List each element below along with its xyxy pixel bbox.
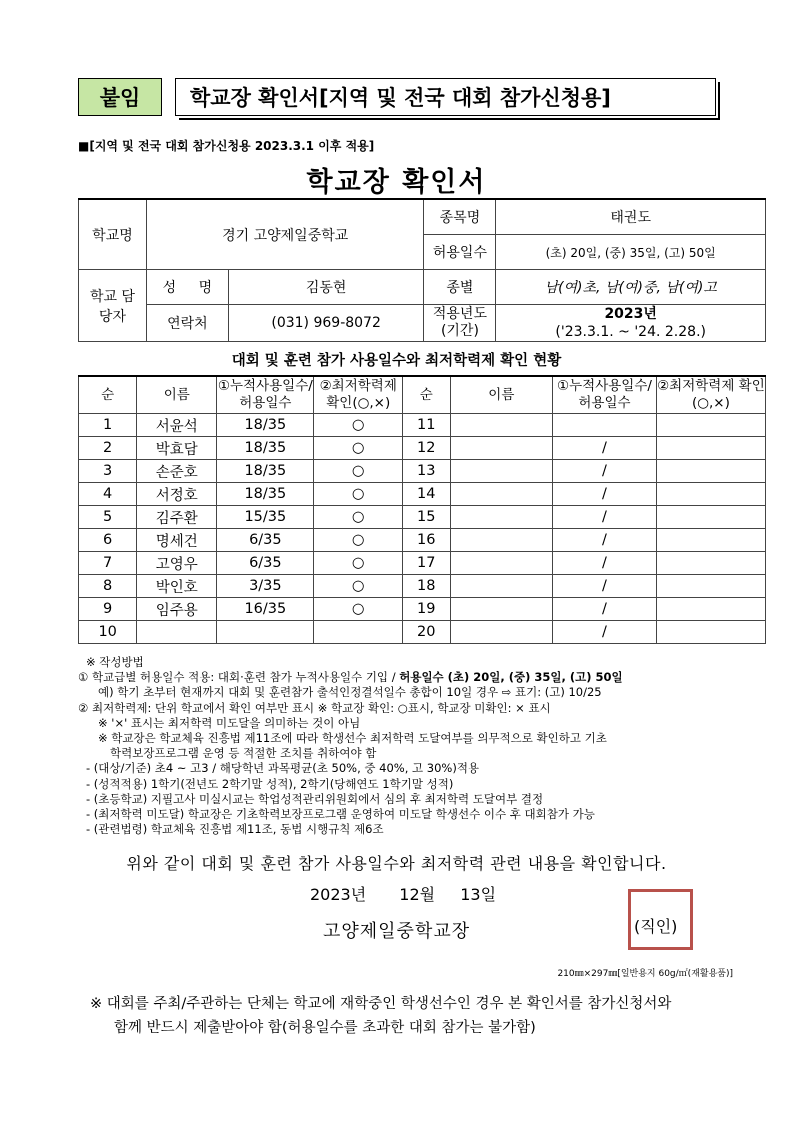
document-title: 학교장 확인서[지역 및 전국 대회 참가신청용]: [175, 78, 716, 116]
row-academic: ○: [314, 552, 403, 575]
table-row: [79, 575, 766, 598]
row-name: [450, 506, 553, 529]
row-no: 18: [403, 575, 451, 598]
row-no: 16: [403, 529, 451, 552]
name-value: 김동현: [228, 270, 424, 305]
row-academic: [656, 598, 765, 621]
bottom-note-line-1: ※ 대회를 주최/주관하는 단체는 학교에 재학중인 학생선수인 경우 본 확인서를 참가신청서와: [90, 996, 672, 1012]
row-no: 7: [79, 552, 137, 575]
row-name: [450, 437, 553, 460]
row-name: 박효담: [137, 437, 217, 460]
row-no: 20: [403, 621, 451, 644]
year-period: ('23.3.1. ~ '24. 2.28.): [555, 324, 706, 340]
note-7: - (초등학교) 지필고사 미실시교는 학업성적관리위원회에서 심의 후 최저학력 도달여부 결정: [86, 791, 544, 806]
row-days: /: [553, 598, 657, 621]
row-days: /: [553, 437, 657, 460]
table-row: [79, 460, 766, 483]
row-academic: ○: [314, 506, 403, 529]
manager-label: 학교 담당자: [79, 270, 147, 342]
row-academic: [656, 552, 765, 575]
writing-notes: [78, 655, 768, 837]
row-days: 6/35: [217, 529, 314, 552]
apply-note: ■[지역 및 전국 대회 참가신청용 2023.3.1 이후 적용]: [78, 139, 375, 153]
row-academic: [656, 621, 765, 644]
row-days: /: [553, 621, 657, 644]
issue-date: [310, 882, 496, 905]
header-no: 순: [403, 376, 451, 414]
row-academic: [656, 483, 765, 506]
row-name: 서정호: [137, 483, 217, 506]
row-days: /: [553, 529, 657, 552]
year-value: 2023년: [604, 306, 657, 322]
row-days: [553, 414, 657, 437]
school-label: 학교명: [79, 199, 147, 270]
row-name: [450, 414, 553, 437]
row-no: 11: [403, 414, 451, 437]
notes-heading: ※ 작성방법: [86, 655, 144, 669]
row-days: /: [553, 506, 657, 529]
row-academic: ○: [314, 437, 403, 460]
note-9: - (관련법령) 학교체육 진흥법 제11조, 동법 시행규칙 제6조: [86, 822, 384, 837]
row-no: 3: [79, 460, 137, 483]
row-academic: ○: [314, 483, 403, 506]
category-value: 남(여)초, 남(여)중, 남(여)고: [496, 270, 766, 305]
note-1: [78, 670, 768, 685]
date-day: 13일: [460, 885, 497, 904]
confirm-text: 위와 같이 대회 및 훈련 참가 사용일수와 최저학력 관련 내용을 확인합니다.: [126, 854, 667, 873]
row-days: 18/35: [217, 460, 314, 483]
row-no: 1: [79, 414, 137, 437]
row-days: /: [553, 483, 657, 506]
bottom-note-line-2: 함께 반드시 제출받아야 함(허용일수를 초과한 대회 참가는 불가함): [114, 1020, 536, 1036]
note-1-text: ① 학교급별 허용일수 적용: 대회·훈련 참가 누적사용일수 기입 /: [78, 670, 400, 685]
table-row: [79, 598, 766, 621]
note-1-bold: 허용일수 (초) 20일, (중) 35일, (고) 50일: [399, 670, 623, 685]
contact-label: 연락처: [146, 305, 228, 342]
note-5: - (대상/기준) 초4 ~ 고3 / 해당학년 과목평균(초 50%, 중 40%, 고 30%)적용: [86, 761, 480, 776]
table-row: [79, 506, 766, 529]
header-name: 이름: [450, 376, 553, 414]
row-days: /: [553, 460, 657, 483]
row-days: 3/35: [217, 575, 314, 598]
table-row: [79, 621, 766, 644]
row-name: 서윤석: [137, 414, 217, 437]
date-month: 12월: [399, 885, 436, 904]
header-name: 이름: [137, 376, 217, 414]
page-title: 학교장 확인서: [306, 167, 487, 198]
table-row: [79, 529, 766, 552]
row-name: [450, 552, 553, 575]
roster-table: [78, 375, 766, 644]
row-name: [450, 598, 553, 621]
note-8: - (최저학력 미도달) 학교장은 기초학력보장프로그램 운영하여 미도달 학생선수 이수 후 대회참가 가능: [86, 807, 595, 822]
row-name: 김주환: [137, 506, 217, 529]
year-label: 적용년도 (기간): [424, 305, 496, 342]
row-days: /: [553, 575, 657, 598]
row-days: /: [553, 552, 657, 575]
row-academic: ○: [314, 598, 403, 621]
row-no: 4: [79, 483, 137, 506]
school-head: 고양제일중학교장: [323, 921, 471, 942]
row-academic: ○: [314, 529, 403, 552]
row-no: 19: [403, 598, 451, 621]
table-row: [79, 437, 766, 460]
note-4-cont: 학력보장프로그램 운영 등 적절한 조치를 취하여야 함: [110, 746, 377, 761]
attachment-tag: 붙임: [78, 78, 162, 116]
row-name: 명세건: [137, 529, 217, 552]
row-no: 13: [403, 460, 451, 483]
days-value: (초) 20일, (중) 35일, (고) 50일: [496, 235, 766, 270]
row-name: 고영우: [137, 552, 217, 575]
name-label: 성 명: [146, 270, 228, 305]
row-academic: [656, 575, 765, 598]
header-days: ①누적사용일수/허용일수: [217, 376, 314, 414]
row-no: 14: [403, 483, 451, 506]
school-value: 경기 고양제일중학교: [146, 199, 424, 270]
info-table: [78, 198, 766, 342]
row-academic: ○: [314, 575, 403, 598]
header-academic: ②최저학력제 확인(○,×): [656, 376, 765, 414]
row-days: 18/35: [217, 437, 314, 460]
row-no: 17: [403, 552, 451, 575]
note-3: ※ '×' 표시는 최저학력 미도달을 의미하는 것이 아님: [98, 715, 361, 730]
category-label: 종별: [424, 270, 496, 305]
row-no: 15: [403, 506, 451, 529]
row-academic: ○: [314, 414, 403, 437]
row-no: 12: [403, 437, 451, 460]
table-row: [79, 483, 766, 506]
header-academic: ②최저학력제 확인(○,×): [314, 376, 403, 414]
row-days: [217, 621, 314, 644]
row-academic: [314, 621, 403, 644]
row-no: 10: [79, 621, 137, 644]
row-name: [450, 621, 553, 644]
row-academic: ○: [314, 460, 403, 483]
row-no: 8: [79, 575, 137, 598]
row-name: [450, 575, 553, 598]
paper-spec: 210㎜×297㎜[일반용지 60g/㎡(재활용품)]: [557, 969, 733, 979]
event-value: 태권도: [496, 199, 766, 235]
note-1-example: 예) 학기 초부터 현재까지 대회 및 훈련참가 출석인정결석일수 총합이 10일 경우 ⇨ 표기: (고) 10/25: [98, 685, 602, 700]
row-days: 16/35: [217, 598, 314, 621]
row-no: 6: [79, 529, 137, 552]
contact-value: (031) 969-8072: [228, 305, 424, 342]
row-days: 18/35: [217, 414, 314, 437]
table-row: [79, 552, 766, 575]
row-academic: [656, 529, 765, 552]
seal-label: (직인): [634, 914, 677, 937]
row-days: 18/35: [217, 483, 314, 506]
row-name: [450, 529, 553, 552]
row-name: 박인호: [137, 575, 217, 598]
row-name: [450, 460, 553, 483]
days-label: 허용일수: [424, 235, 496, 270]
row-name: 손준호: [137, 460, 217, 483]
note-6: - (성적적용) 1학기(전년도 2학기말 성적), 2학기(당해연도 1학기말 성적): [86, 776, 454, 791]
year-cell: [496, 305, 766, 342]
row-name: [137, 621, 217, 644]
row-no: 2: [79, 437, 137, 460]
bottom-note: [90, 992, 671, 1040]
row-academic: [656, 460, 765, 483]
header-days: ①누적사용일수/허용일수: [553, 376, 657, 414]
event-label: 종목명: [424, 199, 496, 235]
row-name: [450, 483, 553, 506]
row-days: 15/35: [217, 506, 314, 529]
note-2: ② 최저학력제: 단위 학교에서 확인 여부만 표시 ※ 학교장 확인: ○표시, 학교장 미확인: × 표시: [78, 700, 551, 715]
header-no: 순: [79, 376, 137, 414]
note-4: ※ 학교장은 학교체육 진흥법 제11조에 따라 학생선수 최저학력 도달여부를 의무적으로 확인하고 기초: [98, 731, 607, 746]
date-year: 2023년: [310, 885, 367, 904]
roster-caption: 대회 및 훈련 참가 사용일수와 최저학력제 확인 현황: [231, 353, 562, 369]
row-academic: [656, 414, 765, 437]
row-academic: [656, 506, 765, 529]
row-no: 5: [79, 506, 137, 529]
table-row: [79, 414, 766, 437]
row-academic: [656, 437, 765, 460]
row-name: 임주용: [137, 598, 217, 621]
row-no: 9: [79, 598, 137, 621]
row-days: 6/35: [217, 552, 314, 575]
